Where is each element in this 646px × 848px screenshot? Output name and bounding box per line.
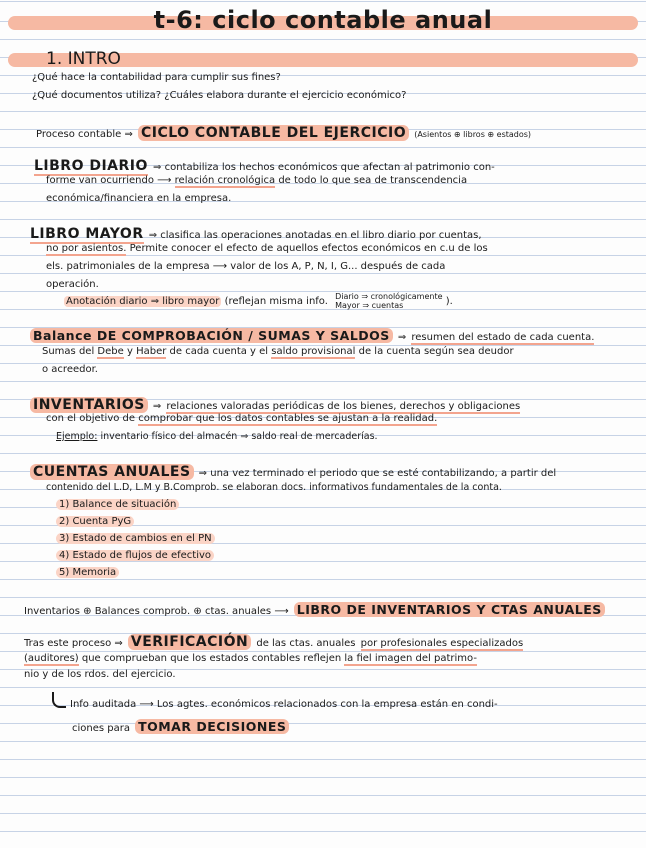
libro-mayor-line-2 xyxy=(46,244,488,254)
cuentas-item-2-text: 2) Cuenta PyG xyxy=(56,516,134,527)
proceso-highlight: CICLO CONTABLE DEL EJERCICIO xyxy=(138,125,409,141)
inventarios-comprobar: comprobar que los datos contables se ajustan a la realidad. xyxy=(138,413,438,424)
inventarios-line-2 xyxy=(46,414,437,424)
cuentas-heading: CUENTAS ANUALES xyxy=(30,464,194,480)
cuentas-line-1 xyxy=(30,463,556,479)
verificacion-line-4: Info auditada ⟶ Los agtes. económicos relacionados con la empresa están en condi- xyxy=(70,699,498,710)
balance-line-1 xyxy=(30,327,594,343)
summary-text: Inventarios ⊕ Balances comprob. ⊕ ctas. anuales ⟶ xyxy=(24,606,289,617)
cuentas-item-1 xyxy=(56,500,179,510)
cuentas-item-4 xyxy=(56,551,214,561)
balance-haber: Haber xyxy=(136,346,167,357)
libro-mayor-text-2b: Permite conocer el efecto de aquellos efectos económicos en c.u de los xyxy=(129,243,488,254)
verificacion-heading: VERIFICACIÓN xyxy=(128,634,251,650)
libro-diario-line-2 xyxy=(46,176,467,186)
libro-mayor-line-4: operación. xyxy=(46,279,99,290)
balance-heading: Balance DE COMPROBACIÓN / SUMAS Y SALDOS xyxy=(30,328,393,343)
libro-diario-text-2c: de todo lo que sea de transcendencia xyxy=(278,175,468,186)
inventarios-arrow: ⇒ xyxy=(152,401,162,412)
libro-diario-text-1: ⇒ contabiliza los hechos económicos que afectan al patrimonio con- xyxy=(153,162,495,173)
balance-arrow: ⇒ xyxy=(397,332,407,343)
inventarios-line-1 xyxy=(30,396,520,412)
diario-mayor-brace xyxy=(335,292,442,310)
cuentas-item-2 xyxy=(56,517,134,527)
cuentas-line-2: contenido del L.D, L.M y B.Comprob. se elaboran docs. informativos fundamentales de la conta. xyxy=(46,482,502,493)
libro-diario-line-3: económica/financiera en la empresa. xyxy=(46,193,232,204)
libro-mayor-text-1: ⇒ clasifica las operaciones anotadas en el libro diario por cuentas, xyxy=(148,230,482,241)
libro-mayor-heading: LIBRO MAYOR xyxy=(30,226,144,242)
libro-diario-line-1 xyxy=(34,157,495,173)
intro-question-2: ¿Qué documentos utiliza? ¿Cuáles elabora durante el ejercicio económico? xyxy=(32,90,407,101)
inventarios-objetivo: con el objetivo de xyxy=(46,413,136,424)
summary-line xyxy=(24,601,605,617)
libro-mayor-line-3: els. patrimoniales de la empresa ⟶ valor de los A, P, N, I, G... después de cada xyxy=(46,261,446,272)
section-heading xyxy=(8,49,638,71)
balance-debe: Debe xyxy=(97,346,124,357)
verificacion-text-2b: que comprueban que los estados contables reflejen xyxy=(81,653,342,664)
cuentas-item-4-text: 4) Estado de flujos de efectivo xyxy=(56,550,214,561)
verificacion-auditores: (auditores) xyxy=(24,653,79,664)
verificacion-line-2 xyxy=(24,654,477,664)
balance-text-2g: de la cuenta según sea deudor xyxy=(358,346,514,357)
proceso-label: Proceso contable ⇒ xyxy=(36,129,133,140)
verificacion-text-1a: Tras este proceso ⇒ xyxy=(24,638,123,649)
balance-sumas: Sumas del xyxy=(42,346,95,357)
balance-y: y xyxy=(126,346,133,357)
libro-mayor-no-asientos: no por asientos. xyxy=(46,243,127,254)
ejemplo-text: inventario físico del almacén ⇒ saldo real de mercaderías. xyxy=(100,431,378,442)
brace-diario: Diario ⇒ cronológicamente xyxy=(335,292,443,301)
intro-question-1: ¿Qué hace la contabilidad para cumplir sus fines? xyxy=(32,72,281,83)
libro-diario-relacion: relación cronológica xyxy=(174,175,276,186)
anotacion-diario-mayor: Anotación diario ⇒ libro mayor xyxy=(66,296,220,307)
balance-saldo-provisional: saldo provisional xyxy=(271,346,356,357)
libro-mayor-close: ). xyxy=(445,296,453,307)
section-text: 1. INTRO xyxy=(46,49,121,69)
verificacion-line-5 xyxy=(72,718,289,734)
cuentas-item-1-text: 1) Balance de situación xyxy=(56,499,179,510)
libro-mayor-reflejan: (reflejan misma info. xyxy=(224,296,328,307)
cuentas-item-5-text: 5) Memoria xyxy=(56,567,119,578)
verificacion-profesionales: por profesionales especializados xyxy=(360,638,524,649)
verificacion-line-1 xyxy=(24,633,523,649)
verificacion-text-1c: de las ctas. anuales xyxy=(256,638,356,649)
balance-text-2e: de cada cuenta y el xyxy=(169,346,269,357)
curved-arrow-icon xyxy=(52,692,66,708)
balance-line-2 xyxy=(42,347,514,357)
inventarios-ejemplo xyxy=(56,432,378,442)
tomar-decisiones: TOMAR DECISIONES xyxy=(135,719,289,734)
verificacion-fiel-imagen: la fiel imagen del patrimo- xyxy=(344,653,477,664)
libro-mayor-line-5 xyxy=(64,292,453,310)
cuentas-item-5 xyxy=(56,568,119,578)
verificacion-text-5a: ciones para xyxy=(72,723,130,734)
balance-resumen: resumen del estado de cada cuenta. xyxy=(411,332,595,343)
inventarios-relaciones: relaciones valoradas periódicas de los bienes, derechos y obligaciones xyxy=(166,401,521,412)
libro-mayor-line-1 xyxy=(30,225,482,241)
cuentas-text-1: ⇒ una vez terminado el periodo que se esté contabilizando, a partir del xyxy=(198,468,557,479)
proceso-line xyxy=(36,124,531,140)
brace-mayor: Mayor ⇒ cuentas xyxy=(335,301,404,310)
verificacion-line-3: nio y de los rdos. del ejercicio. xyxy=(24,669,176,680)
cuentas-item-3-text: 3) Estado de cambios en el PN xyxy=(56,533,215,544)
page-title xyxy=(8,6,638,36)
summary-highlight: LIBRO DE INVENTARIOS Y CTAS ANUALES xyxy=(294,602,605,617)
proceso-note: (Asientos ⊕ libros ⊕ estados) xyxy=(414,130,532,139)
inventarios-heading: INVENTARIOS xyxy=(30,397,148,413)
title-text: t-6: ciclo contable anual xyxy=(153,6,493,34)
cuentas-item-3 xyxy=(56,534,215,544)
libro-diario-text-2a: forme van ocurriendo ⟶ xyxy=(46,175,172,186)
balance-line-3: o acreedor. xyxy=(42,364,98,375)
libro-diario-heading: LIBRO DIARIO xyxy=(34,158,148,174)
ejemplo-label: Ejemplo: xyxy=(56,431,98,442)
